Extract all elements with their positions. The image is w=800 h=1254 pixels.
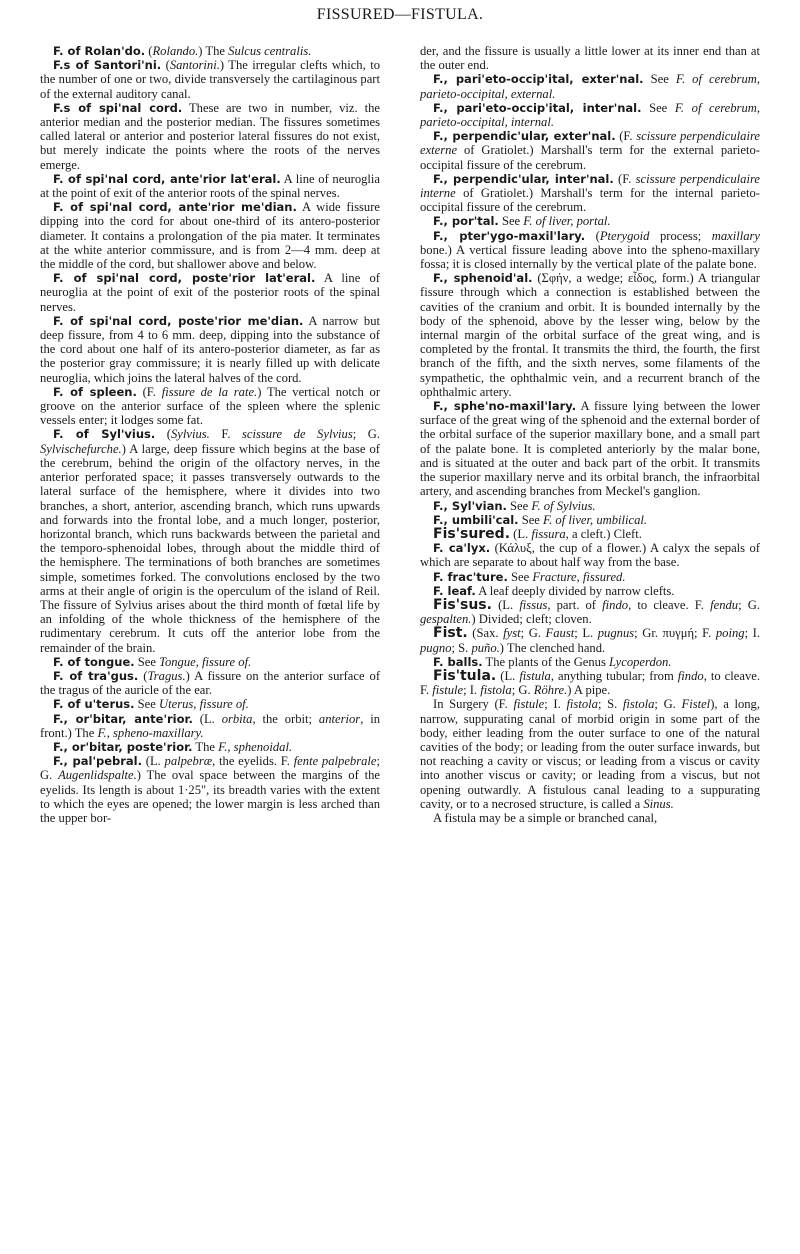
dictionary-entry [40,101,380,172]
dictionary-entry [40,669,380,697]
entry-headword: F., umbili'cal. [433,512,519,527]
entry-headword: Fis'tula. [433,667,497,684]
left-column [40,44,380,825]
dictionary-entry [420,598,760,626]
dictionary-entry [420,811,760,825]
entry-headword: F., or'bitar, poste'rior. [53,739,193,754]
entry-definition: (Κάλυξ, the cup of a flower.) A calyx the sepals of which are separate to about half way from the base. [420,541,760,570]
entry-definition: A wide fissure dipping into the cord for about one-third of its antero-posterior diameter. It contains a prolongation of the pia mater. It terminates at the white anterior commissure, and is from 2—4 mm. deep at the middle of the cord, but shallower above and below. [40,200,380,272]
entry-headword: F.s of spi'nal cord. [53,100,183,115]
entry-definition: The plants of the Genus Lycoperdon. [482,654,672,669]
entry-definition: A fissure lying between the lower surface of the great wing of the sphenoid and the external border of the orbital surface of the superior maxillary bone, and a small part of the palate bone. It is completed anteriorly by the malar bone, and is situated at the outer and back part of the orbit. It transmits the superior maxillary nerve and its orbital branch, the infraorbital artery, and ascending branches from Meckel's ganglion. [420,399,760,499]
entry-definition: (Tragus.) A fissure on the anterior surface of the tragus of the auricle of the ear. [40,668,381,698]
entry-definition: See Tongue, fissure of. [134,654,252,669]
entry-headword: F. of spi'nal cord, ante'rior me'dian. [53,200,297,215]
dictionary-entry [40,58,380,101]
entry-definition: (Sylvius. F. scissure de Sylvius; G. Sylvischefurche.) A large, deep fissure which begins at the base of the cerebrum, behind the origin of the olfactory nerves, in the anterior perforated space; it passes transversely outwards to the lateral surface of the hemisphere, where it divides into two branches, a short, anterior, ascending branch, which runs upwards and forwards into the frontal lobe, and a much longer, posterior, horizontal branch, which runs backwards between the parietal and the temporo-sphenoidal lobes, through about the middle third of the hemisphere. The terminations of both branches are sometimes simple, sometimes forked. The convolutions enclosed by the two arms at their angle of origin is the operculum of the island of Reil. The fissure of Sylvius arises about the third month of fœtal life by an infolding of the whole thickness of the hemisphere of the rudimentary cerebrum. It cuts off the anterior lobe from the remainder of the brain. [40,427,380,655]
entry-headword: F., perpendic'ular, inter'nal. [433,171,614,186]
entry-definition: A line of neuroglia at the point of exit of the posterior roots of the spinal nerves. [40,271,380,314]
entry-definition: A leaf deeply divided by narrow clefts. [475,583,675,598]
entry-definition: See F. of liver, umbilical. [518,512,648,527]
entry-headword: F. leaf. [433,583,476,598]
entry-headword: F.s of Santori'ni. [53,58,162,73]
entry-headword: F., Syl'vian. [433,498,507,513]
entry-headword: F. of spleen. [53,384,137,399]
entry-definition: (F. fissure de la rate.) The vertical notch or groove on the anterior surface of the spleen where the splenic vessels enter; it lodges some fat. [40,384,381,428]
dictionary-entry [420,584,760,598]
entry-headword: Fis'sus. [433,596,492,613]
dictionary-entry [40,44,380,58]
entry-headword: F., pal'pebral. [53,754,142,769]
dictionary-entry [420,669,760,697]
entry-headword: F. of u'terus. [53,697,135,712]
entry-headword: F. of Syl'vius. [53,427,156,442]
entry-definition: A narrow but deep fissure, from 4 to 6 mm. deep, dipping into the substance of the cord about one half of its antero-posterior diameter, as far as the posterior gray commissure; it is nearly filled up with delicate neuroglia, which joins the lateral halves of the cord. [40,313,380,385]
dictionary-entry [420,229,760,272]
entry-definition: These are two in number, viz. the anterior median and the posterior median. The fissures sometimes called lateral or anterior and posterior lateral fissures do not exist, but merely indicate the points where the roots of the nerves emerge. [40,100,380,172]
entry-headword: F. of tongue. [53,654,135,669]
entry-definition: (Santorini.) The irregular clefts which, to the number of one or two, divide transversely the cartilaginous part of the external auditory canal. [40,58,380,101]
dictionary-entry [420,655,760,669]
entry-headword: F. of Rolan'do. [53,44,146,58]
dictionary-entry [40,754,380,825]
entry-definition: A line of neuroglia at the point of exit of the anterior roots of the spinal nerves. [40,171,380,201]
dictionary-entry [420,214,760,228]
entry-definition: See F. of liver, portal. [498,214,611,229]
dictionary-entry [40,314,380,385]
entry-definition: See Uterus, fissure of. [134,697,249,712]
entry-headword: F., pter'ygo-maxil'lary. [433,228,586,243]
entry-definition: (L. fissura, a cleft.) Cleft. [510,526,642,541]
entry-definition: A fistula may be a simple or branched canal, [433,810,658,825]
entry-definition: See F. of cerebrum, parieto-occipital, internal. [420,100,760,130]
dictionary-entry [40,172,380,200]
entry-headword: Fis'sured. [433,525,511,542]
dictionary-entry [420,527,760,541]
dictionary-entry [40,271,380,314]
dictionary-entry [420,399,760,498]
entry-definition: (Rolando.) The Sulcus centralis. [145,44,312,58]
entry-headword: F. ca'lyx. [433,541,491,556]
right-column [420,44,760,825]
entry-definition: (Sax. fyst; G. Faust; L. pugnus; Gr. πυγμή; F. poing; I. pugno; S. puño.) The clenched hand. [420,626,760,655]
dictionary-entry [40,655,380,669]
dictionary-entry [420,72,760,100]
entry-headword: Fist. [433,625,468,642]
entry-headword: F., pari'eto-occip'ital, exter'nal. [433,72,644,87]
entry-headword: F., perpendic'ular, exter'nal. [433,129,616,144]
dictionary-entry [420,570,760,584]
dictionary-entry [40,740,380,754]
entry-definition: (Pterygoid process; maxillary bone.) A vertical fissure leading above into the spheno-maxillary fossa; it is closed internally by the vertical plate of the palate bone. [420,228,761,272]
entry-headword: F. of spi'nal cord, ante'rior lat'eral. [53,171,281,186]
entry-headword: F., por'tal. [433,214,499,229]
entry-headword: F., or'bitar, ante'rior. [53,711,193,726]
dictionary-entry [420,271,760,399]
dictionary-entry [40,427,380,654]
dictionary-entry [420,129,760,172]
entry-definition: See F. of Sylvius. [506,498,596,513]
dictionary-entry [420,172,760,215]
entry-definition: See Fracture, fissured. [507,569,626,584]
entry-headword: F. balls. [433,654,483,669]
entry-definition: der, and the fissure is usually a little lower at its inner end than at the outer end. [420,44,760,73]
dictionary-entry [420,513,760,527]
dictionary-entry [420,626,760,654]
dictionary-entry [420,541,760,569]
entry-definition: (L. fistula, anything tubular; from findo, to cleave. F. fistule; I. fistola; G. Röhre.) A pipe. [420,668,760,698]
dictionary-entry [420,101,760,129]
entry-definition: The F., sphenoidal. [192,739,293,754]
entry-headword: F. of spi'nal cord, poste'rior me'dian. [53,313,304,328]
entry-definition: (L. palpebræ, the eyelids. F. fente palpebrale; G. Augenlidspalte.) The oval space between the margins of the eyelids. Its length is about 1·25", its breadth varies with the extent to which the eyes are opened; the lower margin is less arched than the upper bor- [40,754,380,825]
entry-definition: (Σφήν, a wedge; εἶδος, form.) A triangular fissure through which a connection is established between the cavities of the cranium and orbit. It is bounded internally by the body of the sphenoid, above by the lesser wing, below by the internal margin of the orbital surface of the great wing, and is completed by the frontal. It transmits the third, the fourth, the first branch of the fifth, and the sixth nerves, some filaments of the sympathetic, the ophthalmic vein, and a recurrent branch of the ophthalmic artery. [420,271,761,399]
entry-definition: (L. orbita, the orbit; anterior, in front.) The F., spheno-maxillary. [40,711,380,740]
entry-definition: See F. of cerebrum, parieto-occipital, external. [420,72,760,101]
entry-headword: F. of tra'gus. [53,668,139,683]
dictionary-entry [420,697,760,811]
dictionary-entry [40,712,380,740]
entry-headword: F., pari'eto-occip'ital, inter'nal. [433,100,642,115]
dictionary-entry [420,44,760,72]
dictionary-entry [40,200,380,271]
entry-definition: In Surgery (F. fistule; I. fistola; S. fistola; G. Fistel), a long, narrow, suppurating canal of morbid origin in some part of the body, either leading from the outer surface to one of the natural cavities of the body; or leading from the outer surface inwards, but not reaching a cavity or viscus; or leading from a viscus or cavity into another viscus or cavity; or leading from a viscus, but not opening outwardly. A fistulous canal leading to a suppurating cavity, or to a necrosed structure, is called a Sinus. [420,697,760,811]
running-head: FISSURED—FISTULA. [316,6,484,23]
entry-headword: F. frac'ture. [433,569,508,584]
entry-headword: F., sphenoid'al. [433,271,533,286]
dictionary-entry [40,385,380,428]
entry-definition: (F. scissure perpendiculaire externe of Gratiolet.) Marshall's term for the external parieto-occipital fissure of the cerebrum. [420,129,760,172]
entry-headword: F., sphe'no-maxil'lary. [433,399,577,414]
entry-headword: F. of spi'nal cord, poste'rior lat'eral. [53,271,316,286]
dictionary-entry [420,499,760,513]
entry-definition: (L. fissus, part. of findo, to cleave. F. fendu; G. gespalten.) Divided; cleft; cloven. [420,597,760,627]
dictionary-entry [40,697,380,711]
entry-definition: (F. scissure perpendiculaire interne of Gratiolet.) Marshall's term for the internal parieto-occipital fissure of the cerebrum. [420,171,761,215]
